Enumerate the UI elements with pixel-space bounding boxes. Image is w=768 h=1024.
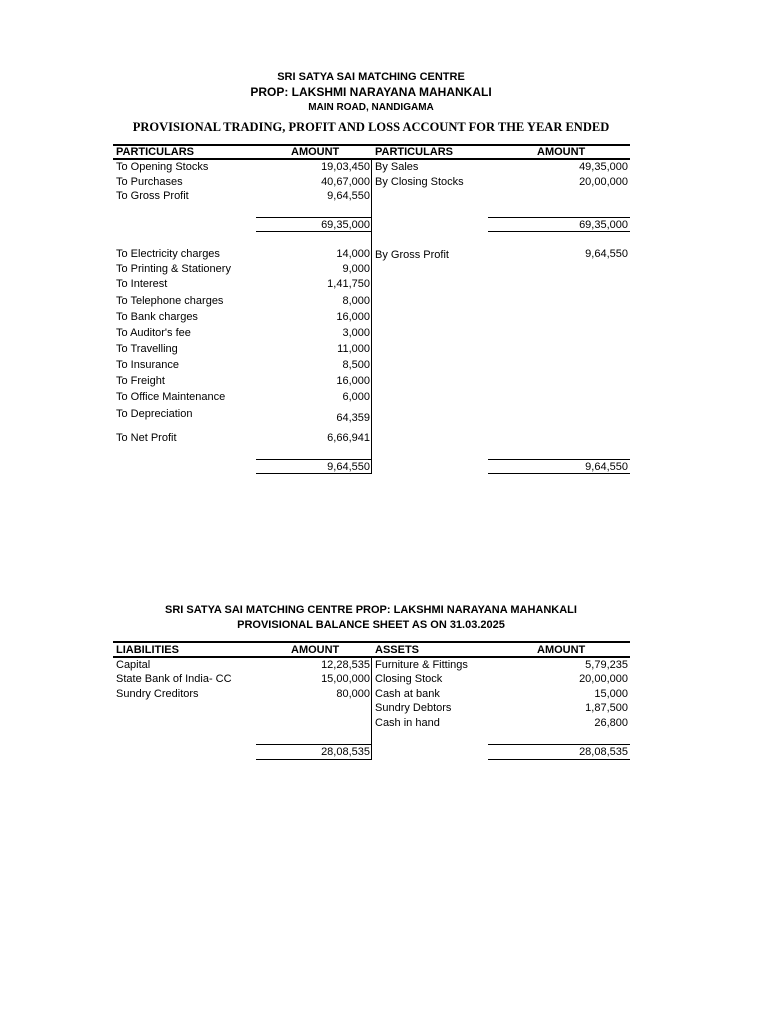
bs-col-amount-right: AMOUNT [537, 644, 586, 656]
pl-debit-amount: 6,000 [342, 391, 370, 403]
bs-asset-label: Closing Stock [375, 673, 443, 685]
bs-total-bottom-rule-left [256, 759, 372, 760]
bs-asset-amount: 5,79,235 [585, 659, 628, 671]
trading-total-left: 69,35,000 [321, 219, 370, 231]
bs-asset-label: Furniture & Fittings [375, 659, 468, 671]
trading-pl-divider [371, 159, 372, 474]
pl-debit-label: To Bank charges [116, 311, 198, 323]
trading-credit-amount: 20,00,000 [579, 176, 628, 188]
pl-debit-amount: 8,500 [342, 359, 370, 371]
trading-debit-label: To Purchases [116, 176, 183, 188]
bs-liability-label: State Bank of India- CC [116, 673, 232, 685]
balance-sheet-business: SRI SATYA SAI MATCHING CENTRE PROP: LAKSHMI NARAYANA MAHANKALI [165, 604, 577, 616]
pl-debit-label: To Electricity charges [116, 248, 220, 260]
bs-total-left: 28,08,535 [321, 746, 370, 758]
trading-col-amount-right: AMOUNT [537, 146, 586, 158]
trading-total-bottom-rule-left [256, 231, 372, 232]
pl-debit-label: To Office Maintenance [116, 391, 226, 403]
bs-liability-amount: 80,000 [336, 688, 370, 700]
pl-debit-amount: 3,000 [342, 327, 370, 339]
trading-total-right: 69,35,000 [579, 219, 628, 231]
pl-total-left: 9,64,550 [327, 461, 370, 473]
trading-credit-amount: 49,35,000 [579, 161, 628, 173]
bs-asset-amount: 1,87,500 [585, 702, 628, 714]
business-address: MAIN ROAD, NANDIGAMA [308, 102, 434, 113]
pl-debit-label: To Auditor's fee [116, 327, 191, 339]
business-name: SRI SATYA SAI MATCHING CENTRE [277, 71, 465, 83]
trading-debit-label: To Gross Profit [116, 190, 189, 202]
pl-debit-label: To Insurance [116, 359, 179, 371]
pl-total-bottom-rule-left [256, 473, 372, 474]
pl-total-bottom-rule-right [488, 473, 630, 474]
pl-debit-amount: 16,000 [336, 311, 370, 323]
bs-asset-label: Cash at bank [375, 688, 440, 700]
pl-credit-amount: 9,64,550 [585, 248, 628, 260]
bs-col-liabilities: LIABILITIES [116, 644, 179, 656]
bs-liability-amount: 12,28,535 [321, 659, 370, 671]
account-title: PROVISIONAL TRADING, PROFIT AND LOSS ACCOUNT FOR THE YEAR ENDED [132, 120, 610, 134]
pl-debit-amount: 14,000 [336, 248, 370, 260]
balance-sheet-title: PROVISIONAL BALANCE SHEET AS ON 31.03.2025 [237, 619, 505, 631]
pl-debit-label: To Depreciation [116, 408, 193, 420]
bs-total-right: 28,08,535 [579, 746, 628, 758]
pl-debit-amount: 16,000 [336, 375, 370, 387]
bs-asset-amount: 15,000 [594, 688, 628, 700]
trading-debit-amount: 19,03,450 [321, 161, 370, 173]
trading-credit-label: By Closing Stocks [375, 176, 464, 188]
pl-debit-label: To Travelling [116, 343, 178, 355]
proprietor-name: PROP: LAKSHMI NARAYANA MAHANKALI [250, 85, 492, 99]
trading-col-particulars-right: PARTICULARS [375, 146, 454, 158]
pl-debit-label: To Interest [116, 278, 168, 290]
bs-liability-label: Sundry Creditors [116, 688, 199, 700]
bs-asset-amount: 26,800 [594, 717, 628, 729]
bs-asset-amount: 20,00,000 [579, 673, 628, 685]
pl-debit-amount: 64,359 [336, 412, 370, 424]
bs-total-bottom-rule-right [488, 759, 630, 760]
pl-debit-amount: 8,000 [342, 295, 370, 307]
pl-debit-label: To Printing & Stationery [116, 263, 231, 275]
bs-col-assets: ASSETS [375, 644, 420, 656]
pl-debit-amount: 1,41,750 [327, 278, 370, 290]
trading-debit-amount: 40,67,000 [321, 176, 370, 188]
pl-debit-amount: 6,66,941 [327, 432, 370, 444]
bs-col-amount: AMOUNT [291, 644, 340, 656]
trading-credit-label: By Sales [375, 161, 419, 173]
pl-debit-label: To Net Profit [116, 432, 177, 444]
bs-liability-amount: 15,00,000 [321, 673, 370, 685]
bs-asset-label: Cash in hand [375, 717, 440, 729]
trading-col-particulars: PARTICULARS [116, 146, 195, 158]
pl-debit-label: To Telephone charges [116, 295, 224, 307]
pl-total-right: 9,64,550 [585, 461, 628, 473]
pl-debit-amount: 11,000 [337, 343, 370, 355]
bs-asset-label: Sundry Debtors [375, 702, 452, 714]
trading-debit-label: To Opening Stocks [116, 161, 209, 173]
pl-credit-label: By Gross Profit [375, 249, 449, 261]
trading-debit-amount: 9,64,550 [327, 190, 370, 202]
trading-total-bottom-rule-right [488, 231, 630, 232]
pl-debit-amount: 9,000 [342, 263, 370, 275]
pl-debit-label: To Freight [116, 375, 165, 387]
bs-liability-label: Capital [116, 659, 151, 671]
trading-col-amount: AMOUNT [291, 146, 340, 158]
